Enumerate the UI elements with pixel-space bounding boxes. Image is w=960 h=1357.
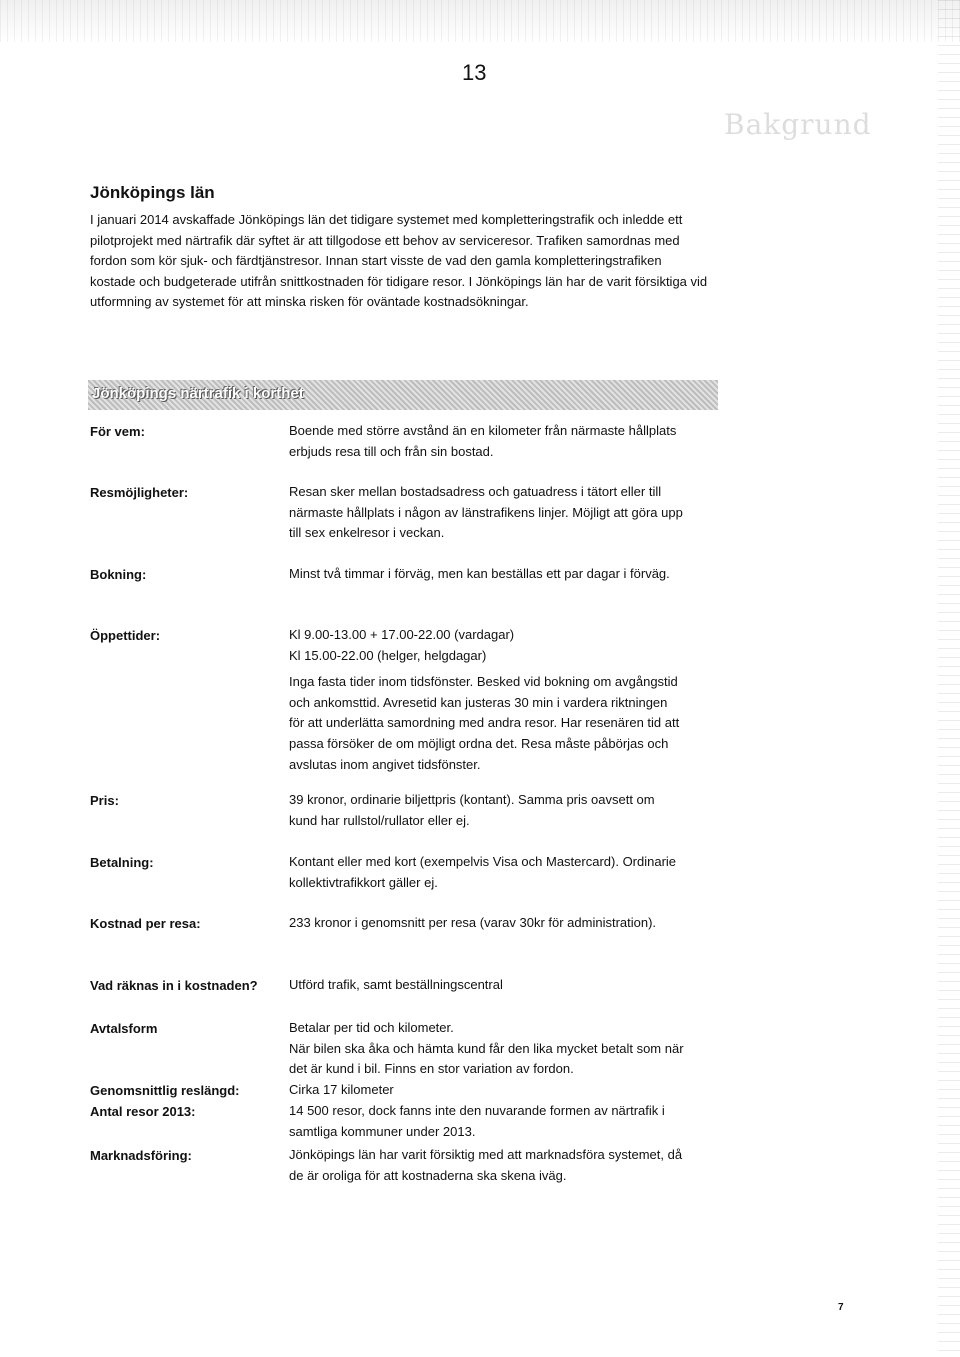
scan-noise-right bbox=[938, 0, 960, 1357]
intro-paragraph: I januari 2014 avskaffade Jönköpings län det tidigare systemet med kompletteringstrafik och inledde ett pilotprojekt med närtrafik där syftet är att tillgodose ett behov av serviceresor. Trafiken samordnas med fordon som kör sjuk- och färdtjänstresor. Innan start visste de vad den gamla kompletteringstrafiken kostade och budgeterade utifrån snittkostnaden för tidigare resor. I Jönköpings län har de varit försiktiga vid utformning av systemet för att minska risken för oväntade kostnadsökningar. bbox=[90, 212, 708, 310]
row-value-bokning bbox=[289, 564, 684, 585]
row-value-text: 233 kronor i genomsnitt per resa (varav 30kr för administration). bbox=[289, 915, 657, 930]
row-value-text: Jönköpings län har varit försiktig med att marknadsföra systemet, då de är oroliga för att kostnaderna ska skena iväg. bbox=[289, 1147, 683, 1183]
row-value-text: Cirka 17 kilometer bbox=[289, 1082, 394, 1097]
fact-box-header bbox=[88, 380, 718, 410]
row-value-pris bbox=[289, 790, 684, 831]
row-label-betalning: Betalning: bbox=[90, 855, 154, 870]
row-label-for-vem: För vem: bbox=[90, 424, 145, 439]
row-label-pris: Pris: bbox=[90, 793, 119, 808]
row-value-text: Betalar per tid och kilometer. bbox=[289, 1020, 454, 1035]
footer-page-number: 7 bbox=[838, 1302, 844, 1313]
row-label-kostnad-per-resa: Kostnad per resa: bbox=[90, 916, 201, 931]
ghost-heading: Bakgrund bbox=[724, 108, 872, 141]
row-value-text: 14 500 resor, dock fanns inte den nuvarande formen av närtrafik i samtliga kommuner under 2013. bbox=[289, 1103, 665, 1139]
row-value-vad-raknas-in bbox=[289, 975, 684, 996]
row-label-vad-raknas-in: Vad räknas in i kostnaden? bbox=[90, 978, 258, 993]
row-value-text-3: Inga fasta tider inom tidsfönster. Besked vid bokning om avgångstid och ankomsttid. Avresetid kan justeras 30 min i vardera riktningen för att underlätta samordning med andra resor. Har resenären tid att passa försöker de om möjligt ordna det. Resa måste påbörjas och avslutas inom angivet tidsfönster. bbox=[289, 674, 680, 772]
fact-box-title: Jönköpings närtrafik i korthet bbox=[92, 385, 304, 402]
row-value-text: Minst två timmar i förväg, men kan beställas ett par dagar i förväg. bbox=[289, 566, 670, 581]
row-label-antal-resor: Antal resor 2013: bbox=[90, 1104, 196, 1119]
row-value-text-2: När bilen ska åka och hämta kund får den lika mycket betalt som när det är kund i bil. Finns en stor variation av fordon. bbox=[289, 1040, 684, 1077]
row-value-genomsnittlig-reslangd bbox=[289, 1080, 684, 1101]
row-value-betalning bbox=[289, 852, 684, 893]
row-label-avtalsform: Avtalsform bbox=[90, 1021, 158, 1036]
row-value-text: Kl 9.00-13.00 + 17.00-22.00 (vardagar) bbox=[289, 627, 515, 642]
row-label-oppettider: Öppettider: bbox=[90, 628, 161, 643]
row-label-genomsnittlig-reslangd: Genomsnittlig reslängd: bbox=[90, 1083, 240, 1098]
row-label-bokning: Bokning: bbox=[90, 567, 147, 582]
row-label-resmojligheter: Resmöjligheter: bbox=[90, 485, 189, 500]
row-value-text: Utförd trafik, samt beställningscentral bbox=[289, 977, 503, 992]
row-label-marknadsforing: Marknadsföring: bbox=[90, 1148, 192, 1163]
row-value-text: Resan sker mellan bostadsadress och gatuadress i tätort eller till närmaste hållplats i någon av länstrafikens linjer. Möjligt att göra upp till sex enkelresor i veckan. bbox=[289, 484, 683, 541]
row-value-avtalsform bbox=[289, 1018, 684, 1080]
row-value-for-vem bbox=[289, 421, 684, 462]
scan-noise-top bbox=[0, 0, 960, 42]
row-value-antal-resor bbox=[289, 1101, 684, 1142]
row-value-text: Kontant eller med kort (exempelvis Visa och Mastercard). Ordinarie kollektivtrafikkort gäller ej. bbox=[289, 854, 677, 890]
row-value-marknadsforing bbox=[289, 1145, 684, 1186]
page-number: 13 bbox=[462, 60, 487, 85]
row-value-text: 39 kronor, ordinarie biljettpris (kontant). Samma pris oavsett om kund har rullstol/rullator eller ej. bbox=[289, 792, 655, 828]
row-value-text-2: Kl 15.00-22.00 (helger, helgdagar) bbox=[289, 647, 487, 663]
row-value-text: Boende med större avstånd än en kilometer från närmaste hållplats erbjuds resa till och från sin bostad. bbox=[289, 423, 677, 459]
row-value-resmojligheter bbox=[289, 482, 684, 544]
row-value-oppettider bbox=[289, 625, 684, 775]
row-value-kostnad-per-resa bbox=[289, 913, 684, 934]
section-title: Jönköpings län bbox=[90, 183, 215, 202]
